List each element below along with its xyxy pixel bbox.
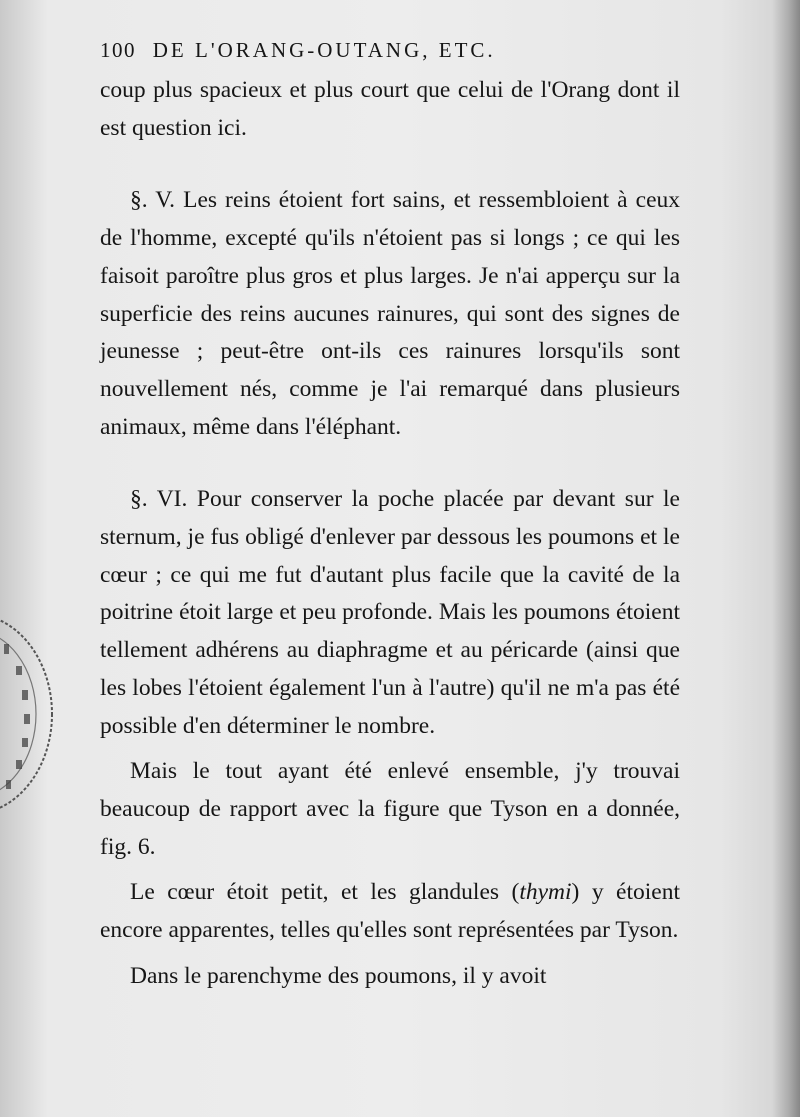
paragraph-section-vi: §. VI. Pour conserver la poche placée par devant sur le sternum, je fus obligé d'enlever par dessous les poumons et le cœur ; ce qui me fut d'autant plus facile que la cavité de la poitrine étoit large et peu profonde. Mais les poumons étoient tellement adhérens au diaphragme et au péricarde (ainsi que les lobes l'étoient également l'un à l'autre) qu'il ne m'a pas été possible d'en déterminer le nombre. [100,486,680,739]
running-title: DE L'ORANG-OUTANG, ETC. [152,38,496,62]
paragraph-5 [100,874,680,949]
page-number: 100 [100,38,136,62]
running-header [100,38,700,63]
paragraph-5-italic: thymi [519,879,572,906]
paragraph-1: coup plus spacieux et plus court que celui de l'Orang dont il est question ici. [100,77,680,141]
paragraph-6: Dans le parenchyme des poumons, il y avoit [130,962,547,989]
page-body [100,72,680,995]
library-stamp [0,604,72,824]
paragraph-5-end: ) y étoient encore apparentes, telles qu'elles sont représentées par Tyson. [100,879,680,944]
book-gutter-shadow [772,0,800,1117]
paragraph-section-v: §. V. Les reins étoient fort sains, et ressembloient à ceux de l'homme, excepté qu'ils n'étoient pas si longs ; ce qui les faisoit paroître plus gros et plus larges. Je n'ai apperçu sur la superficie des reins aucunes rainures, qui sont des signes de jeunesse ; peut-être ont-ils ces rainures lorsqu'ils sont nouvellement nés, comme je l'ai remarqué dans plusieurs animaux, même dans l'éléphant. [100,187,680,440]
paragraph-4: Mais le tout ayant été enlevé ensemble, j'y trouvai beaucoup de rapport avec la figure que Tyson en a donnée, fig. 6. [100,758,680,860]
paragraph-5-start: Le cœur étoit petit, et les glandules ( [130,879,520,906]
